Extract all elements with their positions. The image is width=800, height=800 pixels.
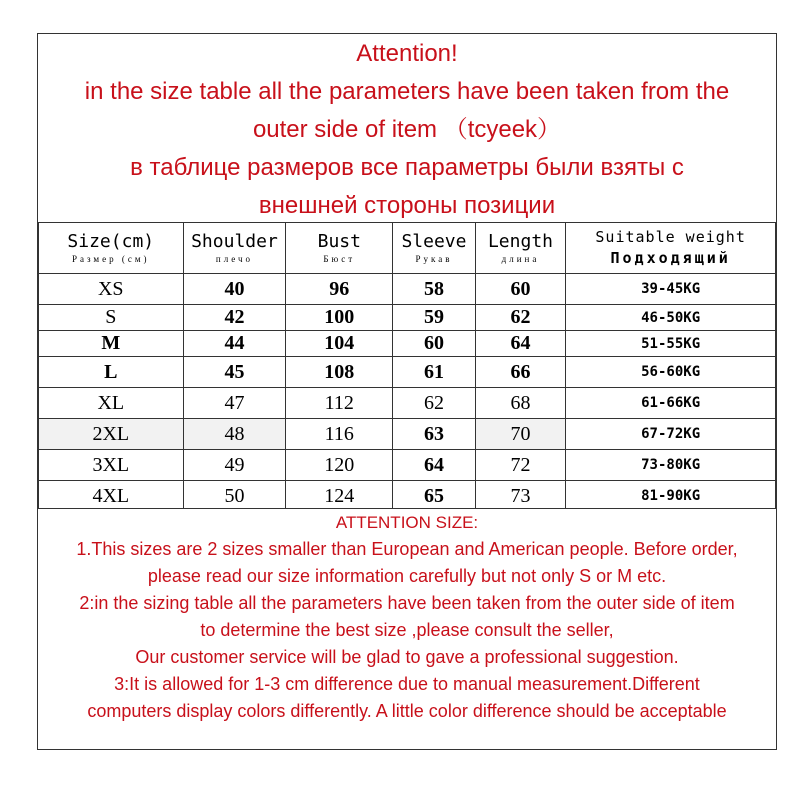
header-size-ru: Размер (см)	[71, 254, 150, 264]
header-sleeve-ru: Рукав	[415, 254, 453, 264]
cell-bust: 116	[286, 419, 393, 450]
cell-shoulder: 49	[183, 450, 286, 481]
cell-size: M	[39, 331, 184, 357]
notes-line-4: to determine the best size ,please consult the seller,	[200, 620, 614, 640]
cell-length: 73	[475, 481, 566, 512]
notes-line-1: 1.This sizes are 2 sizes smaller than European and American people. Before order,	[76, 539, 738, 559]
cell-weight: 73-80KG	[566, 450, 776, 481]
header-bust	[286, 223, 393, 274]
table-row	[39, 274, 776, 305]
size-chart-frame	[37, 33, 777, 750]
cell-shoulder: 45	[183, 357, 286, 388]
cell-size: XL	[39, 388, 184, 419]
cell-weight: 81-90KG	[566, 481, 776, 512]
cell-bust: 120	[286, 450, 393, 481]
cell-sleeve: 61	[393, 357, 475, 388]
attention-line-ru-1: в таблице размеров все параметры были взяты с	[130, 154, 684, 181]
cell-shoulder: 50	[183, 481, 286, 512]
notes-line-5: Our customer service will be glad to gave a professional suggestion.	[135, 647, 679, 667]
cell-weight: 39-45KG	[566, 274, 776, 305]
cell-length: 68	[475, 388, 566, 419]
table-row	[39, 357, 776, 388]
notes-line-3: 2:in the sizing table all the parameters have been taken from the outer side of item	[79, 593, 735, 613]
header-weight-ru: Подходящий	[610, 249, 731, 267]
cell-size: 2XL	[39, 419, 184, 450]
cell-bust: 108	[286, 357, 393, 388]
cell-sleeve: 64	[393, 450, 475, 481]
cell-shoulder: 44	[183, 331, 286, 357]
cell-shoulder: 40	[183, 274, 286, 305]
notes-title: ATTENTION SIZE:	[335, 513, 479, 532]
cell-sleeve: 63	[393, 419, 475, 450]
cell-size: L	[39, 357, 184, 388]
attention-size-notes	[38, 508, 776, 725]
table-row	[39, 450, 776, 481]
cell-sleeve: 59	[393, 305, 475, 331]
header-size-en: Size(cm)	[67, 231, 155, 252]
size-table-header-row	[39, 223, 776, 274]
header-sleeve-en: Sleeve	[401, 231, 467, 252]
notes-line-7: computers display colors differently. A little color difference should be acceptable	[87, 701, 727, 721]
header-weight	[566, 223, 776, 274]
cell-weight: 46-50KG	[566, 305, 776, 331]
size-table	[38, 222, 776, 512]
header-shoulder	[183, 223, 286, 274]
cell-sleeve: 60	[393, 331, 475, 357]
cell-bust: 96	[286, 274, 393, 305]
cell-size: S	[39, 305, 184, 331]
cell-shoulder: 42	[183, 305, 286, 331]
cell-weight: 67-72KG	[566, 419, 776, 450]
header-weight-en: Suitable weight	[595, 228, 746, 246]
cell-bust: 112	[286, 388, 393, 419]
cell-bust: 104	[286, 331, 393, 357]
cell-length: 62	[475, 305, 566, 331]
cell-length: 72	[475, 450, 566, 481]
cell-length: 64	[475, 331, 566, 357]
cell-length: 60	[475, 274, 566, 305]
cell-sleeve: 65	[393, 481, 475, 512]
table-row	[39, 331, 776, 357]
cell-length: 66	[475, 357, 566, 388]
cell-shoulder: 47	[183, 388, 286, 419]
cell-size: 3XL	[39, 450, 184, 481]
header-bust-ru: Бюст	[323, 254, 356, 264]
table-row	[39, 388, 776, 419]
cell-size: 4XL	[39, 481, 184, 512]
cell-size: XS	[39, 274, 184, 305]
cell-weight: 51-55KG	[566, 331, 776, 357]
attention-line-en-1: in the size table all the parameters have been taken from the	[84, 78, 730, 105]
cell-sleeve: 58	[393, 274, 475, 305]
cell-sleeve: 62	[393, 388, 475, 419]
header-length-en: Length	[487, 231, 553, 252]
notes-line-2: please read our size information carefully but not only S or M etc.	[147, 566, 667, 586]
cell-bust: 124	[286, 481, 393, 512]
header-sleeve	[393, 223, 475, 274]
header-size	[39, 223, 184, 274]
header-length-ru: длина	[501, 254, 540, 264]
attention-title: Attention!	[356, 40, 458, 67]
table-row	[39, 481, 776, 512]
cell-weight: 61-66KG	[566, 388, 776, 419]
attention-line-en-2: outer side of item （tcyeek）	[252, 116, 562, 143]
cell-shoulder: 48	[183, 419, 286, 450]
attention-header	[38, 34, 776, 222]
attention-line-ru-2: внешней стороны позиции	[258, 192, 556, 219]
table-row	[39, 305, 776, 331]
cell-length: 70	[475, 419, 566, 450]
header-length	[475, 223, 566, 274]
cell-weight: 56-60KG	[566, 357, 776, 388]
header-bust-en: Bust	[317, 231, 361, 252]
header-shoulder-en: Shoulder	[191, 231, 278, 252]
table-row	[39, 419, 776, 450]
header-shoulder-ru: плечо	[215, 254, 253, 264]
cell-bust: 100	[286, 305, 393, 331]
notes-line-6: 3:It is allowed for 1-3 cm difference due to manual measurement.Different	[114, 674, 700, 694]
